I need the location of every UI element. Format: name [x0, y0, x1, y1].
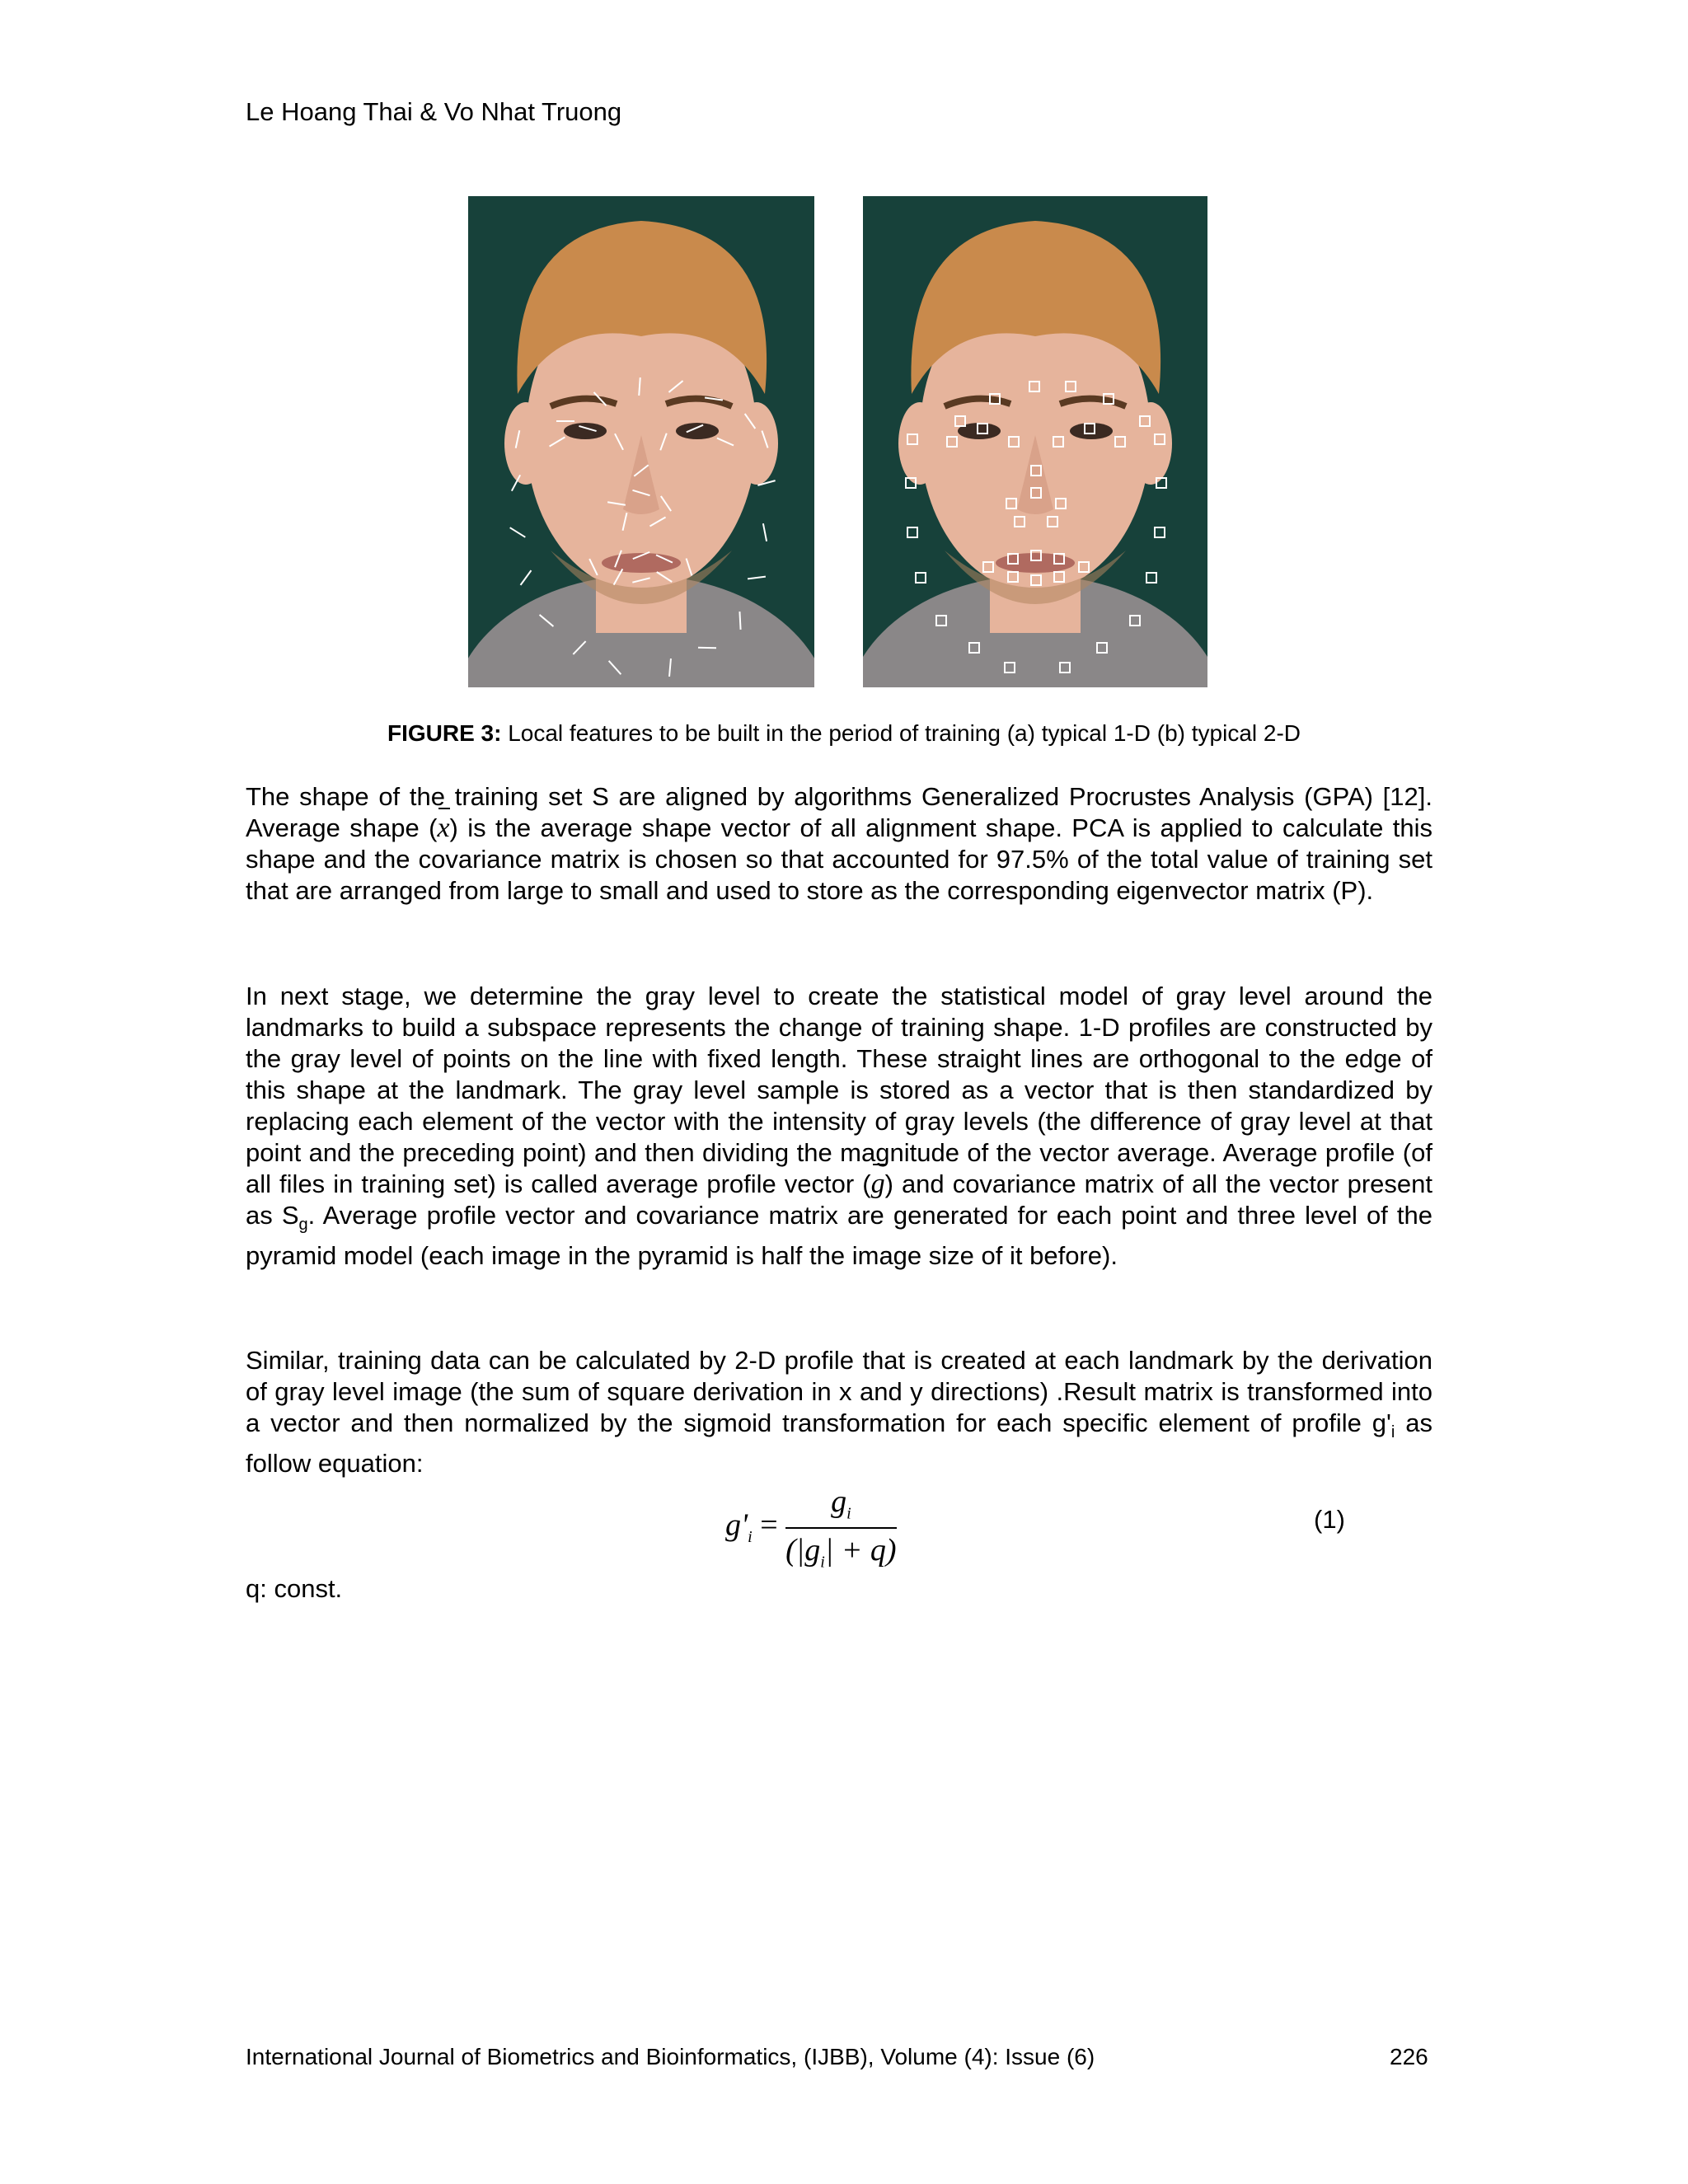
p2-subscript: g [298, 1216, 308, 1235]
eq-lhs-sub: i [748, 1527, 753, 1546]
paragraph-gray-level [246, 981, 1432, 1272]
p1-text-1: The shape of the training set S are aligned by algorithms Generalized Procrustes Analysis (GPA) [12]. Average shape ( [246, 782, 1432, 842]
caption-label: FIGURE 3: [387, 720, 502, 746]
eq-den-close: | + q) [824, 1532, 897, 1568]
right-eye [1070, 423, 1113, 439]
mean-shape-symbol: x [437, 813, 450, 843]
equation-number: (1) [1314, 1505, 1345, 1534]
eq-num-base: g [831, 1484, 847, 1519]
journal-footer: International Journal of Biometrics and Bioinformatics, (IJBB), Volume (4): Issue (6) [246, 2044, 1095, 2069]
eq-lhs: g' [725, 1507, 748, 1543]
caption-text: Local features to be built in the period of training (a) typical 1-D (b) typical 2-D [501, 720, 1301, 746]
p3-text-2: as follow equation: [246, 1408, 1433, 1479]
p2-text-3: . Average profile vector and covariance matrix are generated for each point and three level of the pyramid model (each image in the pyramid is half the image size of it before). [246, 1201, 1432, 1271]
eq-den-open: (|g [785, 1532, 821, 1568]
left-eye [564, 423, 607, 439]
paragraph-2d-profile [246, 1345, 1432, 1479]
profile-line [739, 612, 740, 630]
p2-text-2: ) and covariance matrix of all the vector present as S [246, 1169, 1432, 1230]
eq-num-sub: i [846, 1504, 851, 1523]
face-photo-a [468, 196, 814, 687]
page-number: 226 [1390, 2044, 1428, 2069]
p3-text-1: Similar, training data can be calculated by 2-D profile that is created at each landmark by the derivation of gray level image (the sum of square derivation in x and y directions) .Result matrix is transformed into a vector and then normalized by the sigmoid transformation for each specific element of profile g' [246, 1346, 1432, 1437]
paragraph-gpa [246, 781, 1432, 907]
p2-text-1: In next stage, we determine the gray level to create the statistical model of gray level around the landmarks to build a subspace represents the change of training shape. 1-D profiles are constructed by the gray level of points on the line with fixed length. These straight lines are orthogonal to the edge of this shape at the landmark. The gray level sample is stored as a vector that is then standardized by replacing each element of the vector with the intensity of gray levels (the difference of gray level at that point and the preceding point) and then dividing the magnitude of the vector average. Average profile (of all files in training set) is called average profile vector ( [246, 982, 1432, 1198]
mean-profile-symbol: g [870, 1169, 885, 1199]
figure-caption [0, 720, 1688, 747]
p3-subscript: i [1390, 1423, 1395, 1442]
figure-3b-face-2d-profiles [863, 196, 1207, 687]
constant-note: q: const. [246, 1574, 343, 1603]
eq-numerator [785, 1483, 896, 1529]
right-eye [676, 423, 719, 439]
face-photo-b [863, 196, 1207, 687]
running-header: Le Hoang Thai & Vo Nhat Truong [246, 97, 622, 126]
p1-text-2: ) is the average shape vector of all alignment shape. PCA is applied to calculate this shape and the covariance matrix is chosen so that accounted for 97.5% of the total value of training set that are arranged from large to small and used to store as the corresponding eigenvector matrix (P). [246, 813, 1432, 905]
eq-den-sub: i [820, 1553, 825, 1572]
equation-1 [725, 1483, 897, 1572]
eq-equals: = [760, 1507, 778, 1543]
figure-3a-face-1d-profiles [468, 196, 814, 687]
eq-fraction [785, 1483, 896, 1572]
eq-denominator [785, 1529, 896, 1572]
